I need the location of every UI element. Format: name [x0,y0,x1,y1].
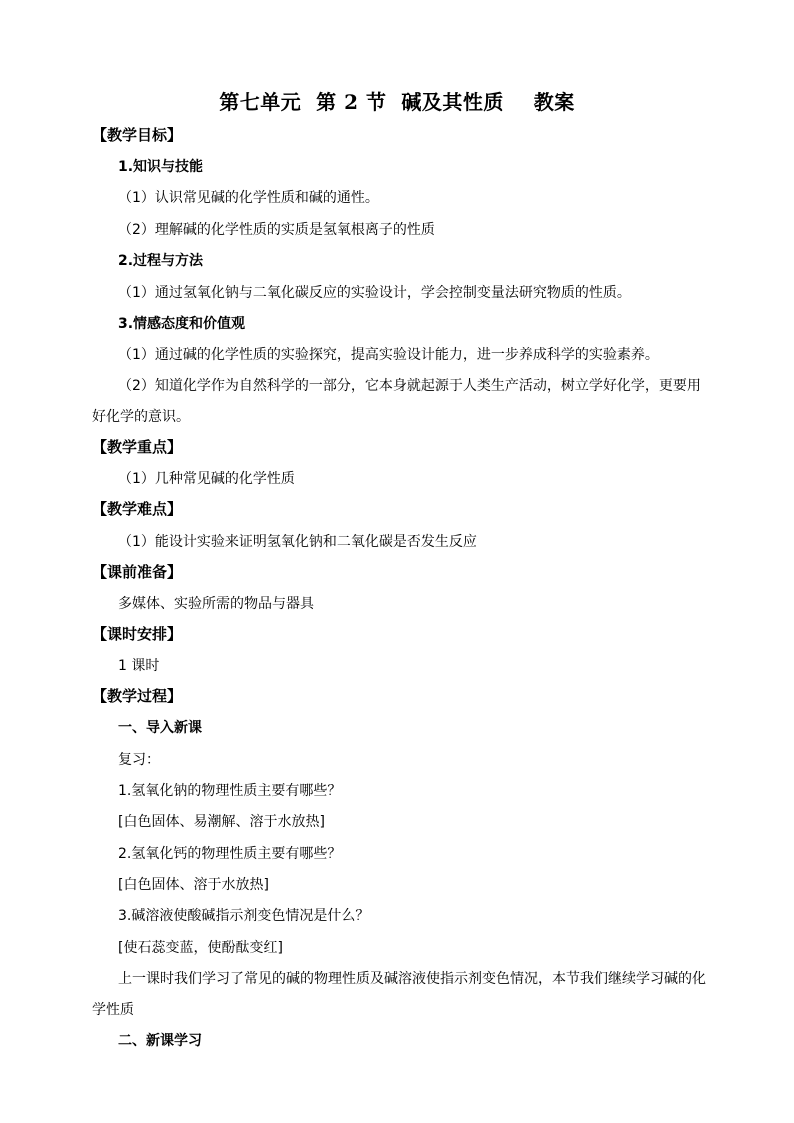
answer-3: [使石蕊变蓝，使酚酞变红] [118,940,283,956]
knowledge-item-2: （2）理解碱的化学性质的实质是氢氧根离子的性质 [118,222,435,238]
prep-item-1: 多媒体、实验所需的物品与器具 [118,596,314,612]
schedule-item-1: 1 课时 [118,658,160,674]
process-item-1: （1）通过氢氧化钠与二氧化碳反应的实验设计，学会控制变量法研究物质的性质。 [118,285,631,301]
question-3: 3.碱溶液使酸碱指示剂变色情况是什么？ [118,908,370,924]
summary-line-2: 学性质 [92,1002,134,1018]
emotion-item-1: （1）通过碱的化学性质的实验探究，提高实验设计能力，进一步养成科学的实验素养。 [118,347,659,363]
answer-1: [白色固体、易潮解、溶于水放热] [118,814,325,830]
question-1: 1.氢氧化钠的物理性质主要有哪些？ [118,783,342,799]
question-2: 2.氢氧化钙的物理性质主要有哪些？ [118,846,342,862]
answer-2: [白色固体、溶于水放热] [118,877,269,893]
knowledge-heading: 1.知识与技能 [118,159,204,175]
objectives-heading: 【教学目标】 [92,126,183,144]
difficulty-item-1: （1）能设计实验来证明氢氧化钠和二氧化碳是否发生反应 [118,534,477,550]
intro-heading: 一、导入新课 [118,720,202,736]
process-main-heading: 【教学过程】 [92,687,183,705]
emotion-item-2-line-2: 好化学的意识。 [92,409,190,425]
emotion-heading: 3.情感态度和价值观 [118,316,246,332]
new-lesson-heading: 二、新课学习 [118,1033,202,1049]
prep-heading: 【课前准备】 [92,563,183,581]
knowledge-item-1: （1）认识常见碱的化学性质和碱的通性。 [118,190,379,206]
document-title: 第七单元 第 2 节 碱及其性质 教案 [219,90,575,114]
difficulty-heading: 【教学难点】 [92,500,183,518]
schedule-heading: 【课时安排】 [92,625,183,643]
keypoint-heading: 【教学重点】 [92,438,183,456]
emotion-item-2-line-1: （2）知道化学作为自然科学的一部分，它本身就起源于人类生产活动，树立学好化学，更要用 [118,378,701,394]
review-label: 复习： [118,752,160,768]
keypoint-item-1: （1）几种常见碱的化学性质 [118,471,295,487]
process-heading: 2.过程与方法 [118,253,204,269]
summary-line-1: 上一课时我们学习了常见的碱的物理性质及碱溶液使指示剂变色情况，本节我们继续学习碱的化 [118,971,706,987]
